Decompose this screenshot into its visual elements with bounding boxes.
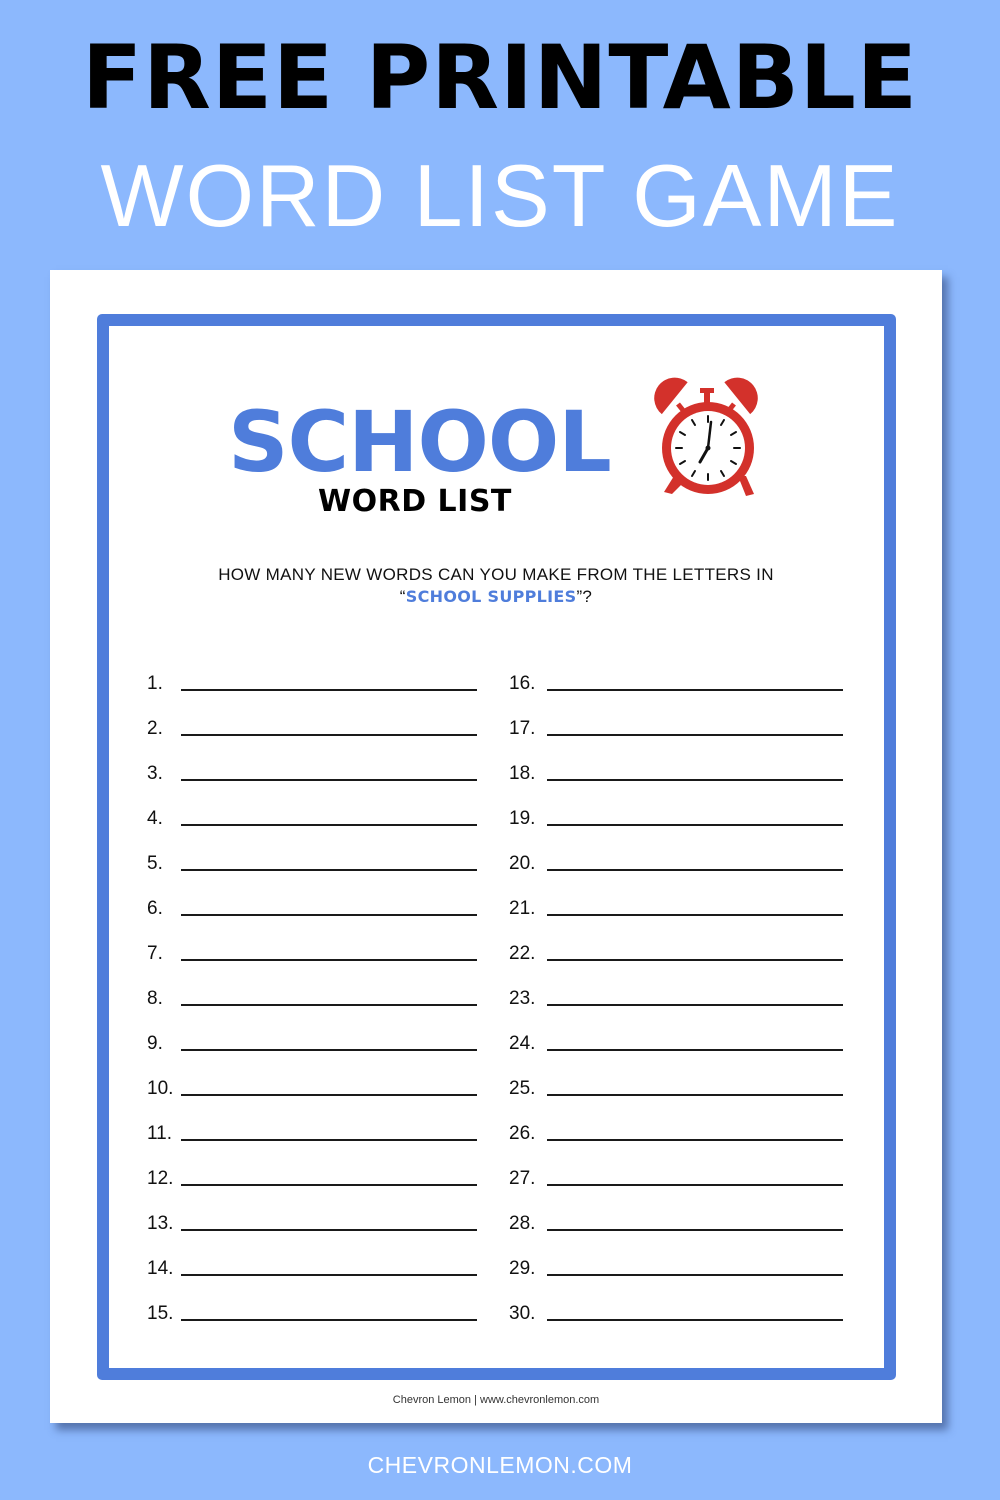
answer-row xyxy=(147,1115,477,1145)
worksheet-credit: Chevron Lemon | www.chevronlemon.com xyxy=(392,1394,600,1406)
answer-number: 22. xyxy=(509,943,536,964)
answer-line[interactable] xyxy=(547,1094,843,1096)
answer-row xyxy=(147,1295,477,1325)
answer-number: 15. xyxy=(147,1303,174,1324)
answer-number: 23. xyxy=(509,988,536,1009)
answer-number: 6. xyxy=(147,898,163,919)
answer-line[interactable] xyxy=(181,1319,477,1321)
answer-row xyxy=(147,980,477,1010)
answer-number: 11. xyxy=(147,1123,173,1144)
answer-line[interactable] xyxy=(181,1094,477,1096)
answer-number: 10. xyxy=(147,1078,174,1099)
answer-row xyxy=(509,1250,843,1280)
answer-line[interactable] xyxy=(547,1184,843,1186)
answer-line[interactable] xyxy=(181,734,477,736)
answer-line[interactable] xyxy=(181,869,477,871)
answer-row xyxy=(147,935,477,965)
answer-line[interactable] xyxy=(547,779,843,781)
answer-number: 20. xyxy=(509,853,536,874)
answer-line[interactable] xyxy=(547,1004,843,1006)
answer-line[interactable] xyxy=(547,1139,843,1141)
headline-free-printable: FREE PRINTABLE xyxy=(82,26,918,129)
answer-number: 29. xyxy=(509,1258,536,1279)
answer-line[interactable] xyxy=(181,779,477,781)
answer-row xyxy=(509,980,843,1010)
answer-row xyxy=(147,1250,477,1280)
answer-row xyxy=(509,1025,843,1055)
answer-number: 25. xyxy=(509,1078,536,1099)
answer-line[interactable] xyxy=(547,824,843,826)
answer-number: 13. xyxy=(147,1213,174,1234)
answer-line[interactable] xyxy=(181,959,477,961)
answer-row xyxy=(509,1160,843,1190)
answer-line[interactable] xyxy=(181,1049,477,1051)
answer-number: 9. xyxy=(147,1033,163,1054)
answer-line[interactable] xyxy=(181,1139,477,1141)
answer-row xyxy=(147,665,477,695)
answer-row xyxy=(509,1070,843,1100)
answer-row xyxy=(147,800,477,830)
answer-row xyxy=(147,845,477,875)
answer-number: 14. xyxy=(147,1258,174,1279)
answer-line[interactable] xyxy=(547,1274,843,1276)
answer-number: 2. xyxy=(147,718,163,739)
answer-number: 3. xyxy=(147,763,163,784)
answer-row xyxy=(147,755,477,785)
answer-row xyxy=(509,1115,843,1145)
headline-word-list-game: WORD LIST GAME xyxy=(100,146,900,245)
answer-number: 16. xyxy=(509,673,536,694)
answer-line[interactable] xyxy=(547,689,843,691)
answer-number: 7. xyxy=(147,943,163,964)
answer-line[interactable] xyxy=(547,1319,843,1321)
worksheet-paper xyxy=(50,270,942,1423)
answer-row xyxy=(147,1070,477,1100)
answer-number: 17. xyxy=(509,718,536,739)
answer-number: 1. xyxy=(147,673,163,694)
answer-number: 28. xyxy=(509,1213,536,1234)
answer-number: 30. xyxy=(509,1303,536,1324)
answer-row xyxy=(509,755,843,785)
answer-row xyxy=(509,665,843,695)
quote-close: ”? xyxy=(576,587,593,606)
answer-line[interactable] xyxy=(547,1229,843,1231)
answer-row xyxy=(147,710,477,740)
answer-number: 5. xyxy=(147,853,163,874)
answer-number: 26. xyxy=(509,1123,536,1144)
answer-row xyxy=(509,710,843,740)
answer-line[interactable] xyxy=(181,1004,477,1006)
answer-number: 21. xyxy=(509,898,536,919)
answer-line[interactable] xyxy=(181,914,477,916)
answer-row xyxy=(509,890,843,920)
site-link[interactable]: CHEVRONLEMON.COM xyxy=(367,1452,633,1478)
answer-row xyxy=(509,1205,843,1235)
answer-number: 18. xyxy=(509,763,536,784)
answer-row xyxy=(509,845,843,875)
answer-row xyxy=(509,935,843,965)
answer-line[interactable] xyxy=(547,1049,843,1051)
answer-number: 8. xyxy=(147,988,163,1009)
quote-open: “ xyxy=(399,587,406,606)
instructions-line-2 xyxy=(50,586,942,608)
answer-row xyxy=(147,1205,477,1235)
answer-number: 12. xyxy=(147,1168,174,1189)
answer-row xyxy=(147,1160,477,1190)
worksheet-subtitle: WORD LIST xyxy=(318,484,512,519)
answer-line[interactable] xyxy=(547,914,843,916)
answer-line[interactable] xyxy=(181,824,477,826)
instructions-text xyxy=(50,564,942,608)
answer-line[interactable] xyxy=(181,1229,477,1231)
answer-number: 27. xyxy=(509,1168,536,1189)
answer-number: 19. xyxy=(509,808,536,829)
answer-row xyxy=(147,1025,477,1055)
answer-line[interactable] xyxy=(547,959,843,961)
answer-row xyxy=(147,890,477,920)
alarm-clock-icon xyxy=(646,372,766,502)
answer-line[interactable] xyxy=(181,1184,477,1186)
target-phrase: SCHOOL SUPPLIES xyxy=(405,587,577,606)
answer-row xyxy=(509,800,843,830)
answer-number: 24. xyxy=(509,1033,536,1054)
answer-line[interactable] xyxy=(547,734,843,736)
answer-number: 4. xyxy=(147,808,163,829)
worksheet-title: SCHOOL xyxy=(228,393,611,491)
answer-line[interactable] xyxy=(547,869,843,871)
answer-line[interactable] xyxy=(181,689,477,691)
answer-line[interactable] xyxy=(181,1274,477,1276)
instructions-line-1: HOW MANY NEW WORDS CAN YOU MAKE FROM THE LETTERS IN xyxy=(218,565,774,584)
answer-row xyxy=(509,1295,843,1325)
